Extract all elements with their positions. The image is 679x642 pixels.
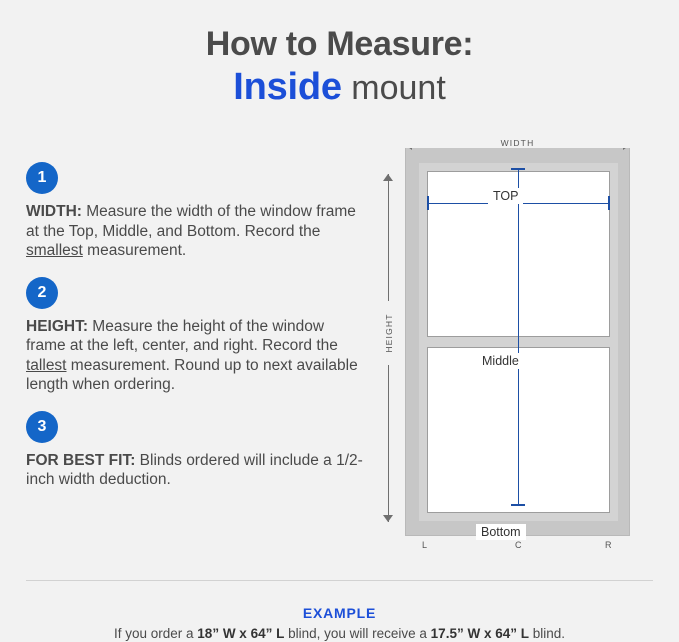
step-1 — [26, 162, 376, 261]
step-1-label: WIDTH: — [26, 203, 82, 220]
axis-label-left: L — [422, 540, 428, 550]
title-accent-word: Inside — [233, 66, 342, 108]
step-1-text-before: Measure the width of the window frame at the Top, Middle, and Bottom. Record the — [26, 203, 356, 240]
step-3-label: FOR BEST FIT: — [26, 451, 136, 469]
height-measure-line — [518, 169, 519, 505]
height-dimension-arrow — [380, 174, 398, 522]
step-2-text — [26, 317, 366, 395]
step-2-emphasis: tallest — [26, 356, 67, 374]
step-1-emphasis: smallest — [26, 242, 83, 259]
step-2-text-after: measurement. Round up to next available length when ordering. — [26, 356, 358, 393]
step-2-text-before: Measure the height of the window frame at the left, center, and right. Record the — [26, 317, 338, 354]
height-arrow-top-head — [383, 174, 393, 181]
example-heading: EXAMPLE — [302, 605, 377, 621]
step-1-text-after: measurement. — [82, 242, 187, 259]
step-2 — [26, 277, 376, 395]
step-3 — [26, 411, 376, 490]
title-line-2 — [0, 64, 679, 111]
axis-label-center: C — [515, 540, 522, 550]
step-3-text-before: Blinds ordered will include a 1/2-inch width deduction. — [26, 451, 363, 488]
title-line-1: How to Measure: — [205, 25, 474, 63]
example-prefix: If you order a — [114, 626, 198, 641]
page-title — [0, 24, 679, 111]
example-middle: blind, you will receive a — [284, 626, 431, 641]
window-outer-frame — [405, 146, 630, 539]
height-arrow-bottom-head — [383, 515, 393, 522]
example-text — [0, 626, 679, 641]
width-measure-left-cap — [427, 196, 429, 210]
footer-divider — [26, 580, 653, 581]
example-order-size: 18” W x 64” L — [197, 626, 285, 641]
step-2-label: HEIGHT: — [26, 317, 88, 335]
step-3-badge: 3 — [26, 411, 58, 443]
step-1-badge: 1 — [26, 162, 58, 194]
example-result-size: 17.5” W x 64” L — [430, 626, 529, 641]
height-measure-bottom-cap — [511, 504, 525, 506]
example-suffix: blind. — [528, 626, 565, 641]
step-2-badge: 2 — [26, 277, 58, 309]
steps-list — [26, 162, 376, 506]
width-measure-right-cap — [608, 196, 610, 210]
axis-letters — [405, 540, 630, 556]
width-dimension-label: WIDTH — [405, 138, 630, 148]
step-1-text — [26, 202, 366, 261]
height-dimension-label: HEIGHT — [384, 301, 394, 365]
title-rest-word: mount — [341, 69, 446, 107]
marker-label-middle: Middle — [477, 353, 524, 369]
marker-label-bottom: Bottom — [476, 524, 526, 540]
axis-label-right: R — [605, 540, 612, 550]
window-diagram — [378, 128, 658, 558]
marker-label-top: TOP — [488, 188, 523, 204]
step-3-text — [26, 451, 366, 490]
height-measure-top-cap — [511, 168, 525, 170]
